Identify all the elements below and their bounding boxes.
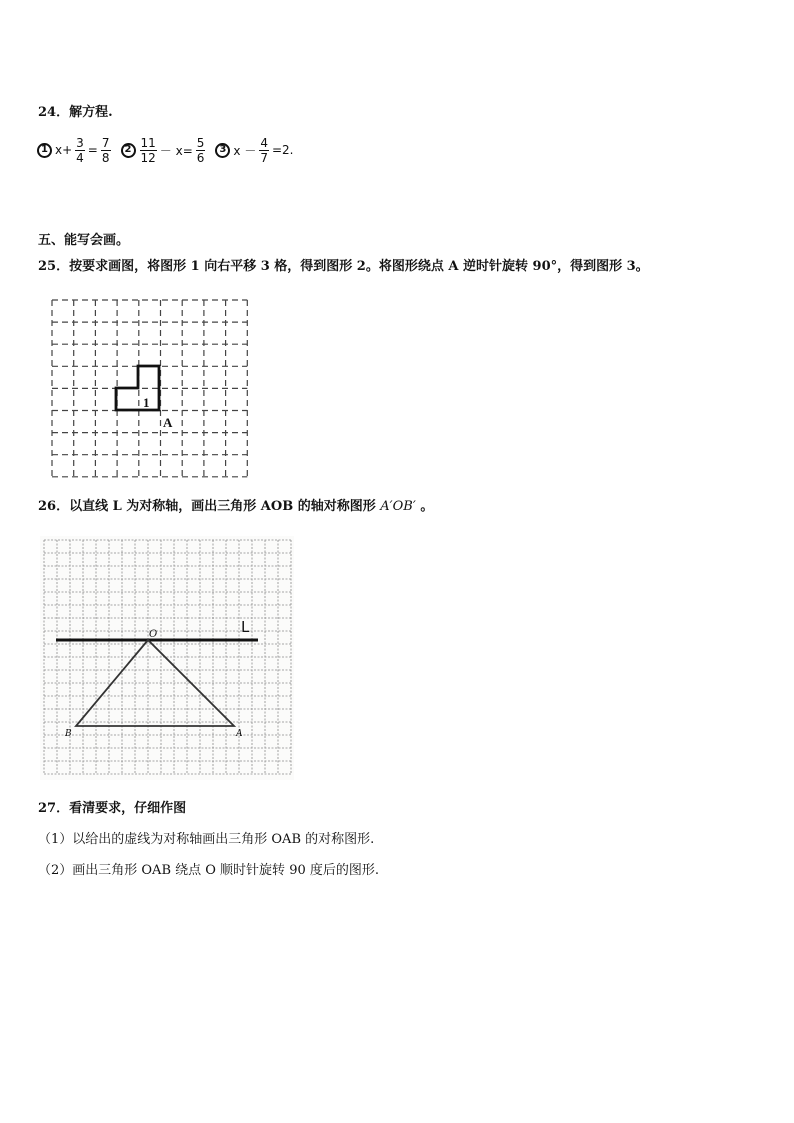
q25-dashed-grid [42,296,254,482]
q26-label-a: A [236,729,243,739]
eq3-rhs: =2. [271,143,294,157]
eq2-mid: － x= [159,143,193,158]
eq3-marker: 3 [215,143,230,158]
q26-label-o: O [149,629,158,640]
q27-item-1: （1）以给出的虚线为对称轴画出三角形 OAB 的对称图形. [38,832,375,847]
eq2-frac-b-num: 5 [196,135,205,150]
q24-heading: 24．解方程. [38,105,113,120]
eq1-frac-a-den: 4 [76,150,84,165]
eq2-fraction-b [196,136,206,165]
eq1-equals: = [87,143,98,157]
q25-text: 25．按要求画图，将图形 1 向右平移 3 格，得到图形 2。将图形绕点 A 逆时针旋转 90°，得到图形 3。 [38,259,649,274]
eq1-frac-b-num: 7 [101,135,110,150]
q24-equations [37,132,294,168]
q27-item-2: （2）画出三角形 OAB 绕点 O 顺时针旋转 90 度后的图形. [38,863,379,878]
eq1-marker: 1 [37,143,52,158]
eq3-frac-den: 7 [260,150,268,165]
eq2-fraction-a [140,136,157,165]
q25-point-a-label: A [163,415,173,430]
q26-text [38,498,433,516]
eq2-frac-a-den: 12 [140,150,156,165]
eq3-frac-num: 4 [260,135,268,150]
q26-label-b: B [65,729,72,739]
eq1-fraction-a [75,136,85,165]
eq2-marker: 2 [121,143,136,158]
q25-figure-label: 1 [143,395,150,410]
q26-text-after: 。 [420,499,434,514]
q26-text-before: 26．以直线 L 为对称轴，画出三角形 AOB 的轴对称图形 [38,499,376,514]
eq1-frac-b-den: 8 [101,150,110,165]
eq3-fraction [259,136,269,165]
eq1-lhs: x+ [55,143,73,157]
eq2-frac-b-den: 6 [196,150,205,165]
q26-grid-figure [40,536,294,780]
eq1-frac-a-num: 3 [76,135,84,150]
eq2-frac-a-num: 11 [140,135,156,150]
q26-text-math: A′OB′ [380,499,416,514]
q27-heading: 27．看清要求，仔细作图 [38,801,187,816]
q26-line-label: L [241,618,250,636]
section5-title: 五、能写会画。 [38,233,130,248]
eq1-fraction-b [101,136,111,165]
eq3-lhs: x － [233,143,257,158]
